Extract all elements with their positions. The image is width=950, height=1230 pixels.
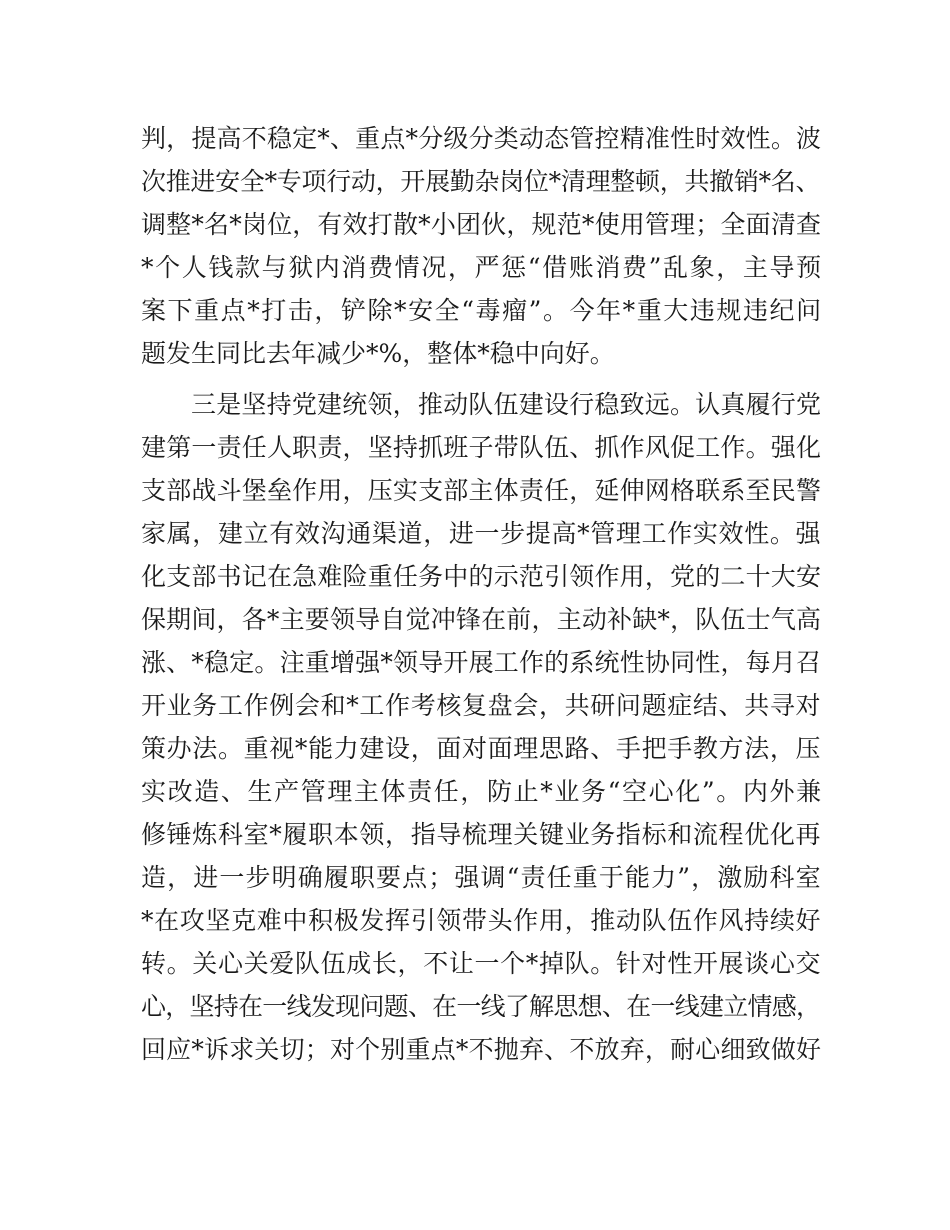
text-line: 家属，建立有效沟通渠道，进一步提高*管理工作实效性。强 xyxy=(141,519,822,548)
text-line: 支部战斗堡垒作用，压实支部主体责任，延伸网格联系至民警 xyxy=(141,476,822,505)
text-line: 次推进安全*专项行动，开展勤杂岗位*清理整顿，共撤销*名、 xyxy=(141,167,821,196)
text-line: 开业务工作例会和*工作考核复盘会，共研问题症结、共寻对 xyxy=(141,691,822,720)
text-line: 回应*诉求关切；对个别重点*不抛弃、不放弃，耐心细致做好 xyxy=(141,1035,822,1064)
text-line: 实改造、生产管理主体责任，防止*业务“空心化”。内外兼 xyxy=(141,777,823,806)
text-line: *个人钱款与狱内消费情况，严惩“借账消费”乱象，主导预 xyxy=(141,253,823,282)
text-line: 策办法。重视*能力建设，面对面理思路、手把手教方法，压 xyxy=(141,734,822,763)
text-line: 调整*名*岗位，有效打散*小团伙，规范*使用管理；全面清查 xyxy=(141,210,822,239)
text-line: 心，坚持在一线发现问题、在一线了解思想、在一线建立情感， xyxy=(141,992,821,1021)
text-line: 三是坚持党建统领，推动队伍建设行稳致远。认真履行党 xyxy=(191,390,822,419)
text-line: 涨、*稳定。注重增强*领导开展工作的系统性协同性，每月召 xyxy=(141,648,822,677)
text-line: 题发生同比去年减少*%，整体*稳中向好。 xyxy=(141,339,615,368)
text-line: 保期间，各*主要领导自觉冲锋在前，主动补缺*，队伍士气高 xyxy=(141,605,822,634)
text-line: 造，进一步明确履职要点；强调“责任重于能力”，激励科室 xyxy=(141,863,822,892)
text-line: 建第一责任人职责，坚持抓班子带队伍、抓作风促工作。强化 xyxy=(141,433,822,462)
text-line: 判，提高不稳定*、重点*分级分类动态管控精准性时效性。波 xyxy=(141,124,822,153)
text-line: *在攻坚克难中积极发挥引领带头作用，推动队伍作风持续好 xyxy=(141,906,822,935)
text-line: 转。关心关爱队伍成长，不让一个*掉队。针对性开展谈心交 xyxy=(141,949,822,978)
text-line: 化支部书记在急难险重任务中的示范引领作用，党的二十大安 xyxy=(141,562,822,591)
text-line: 案下重点*打击，铲除*安全“毒瘤”。今年*重大违规违纪问 xyxy=(141,296,823,325)
text-line: 修锤炼科室*履职本领，指导梳理关键业务指标和流程优化再 xyxy=(141,820,822,849)
